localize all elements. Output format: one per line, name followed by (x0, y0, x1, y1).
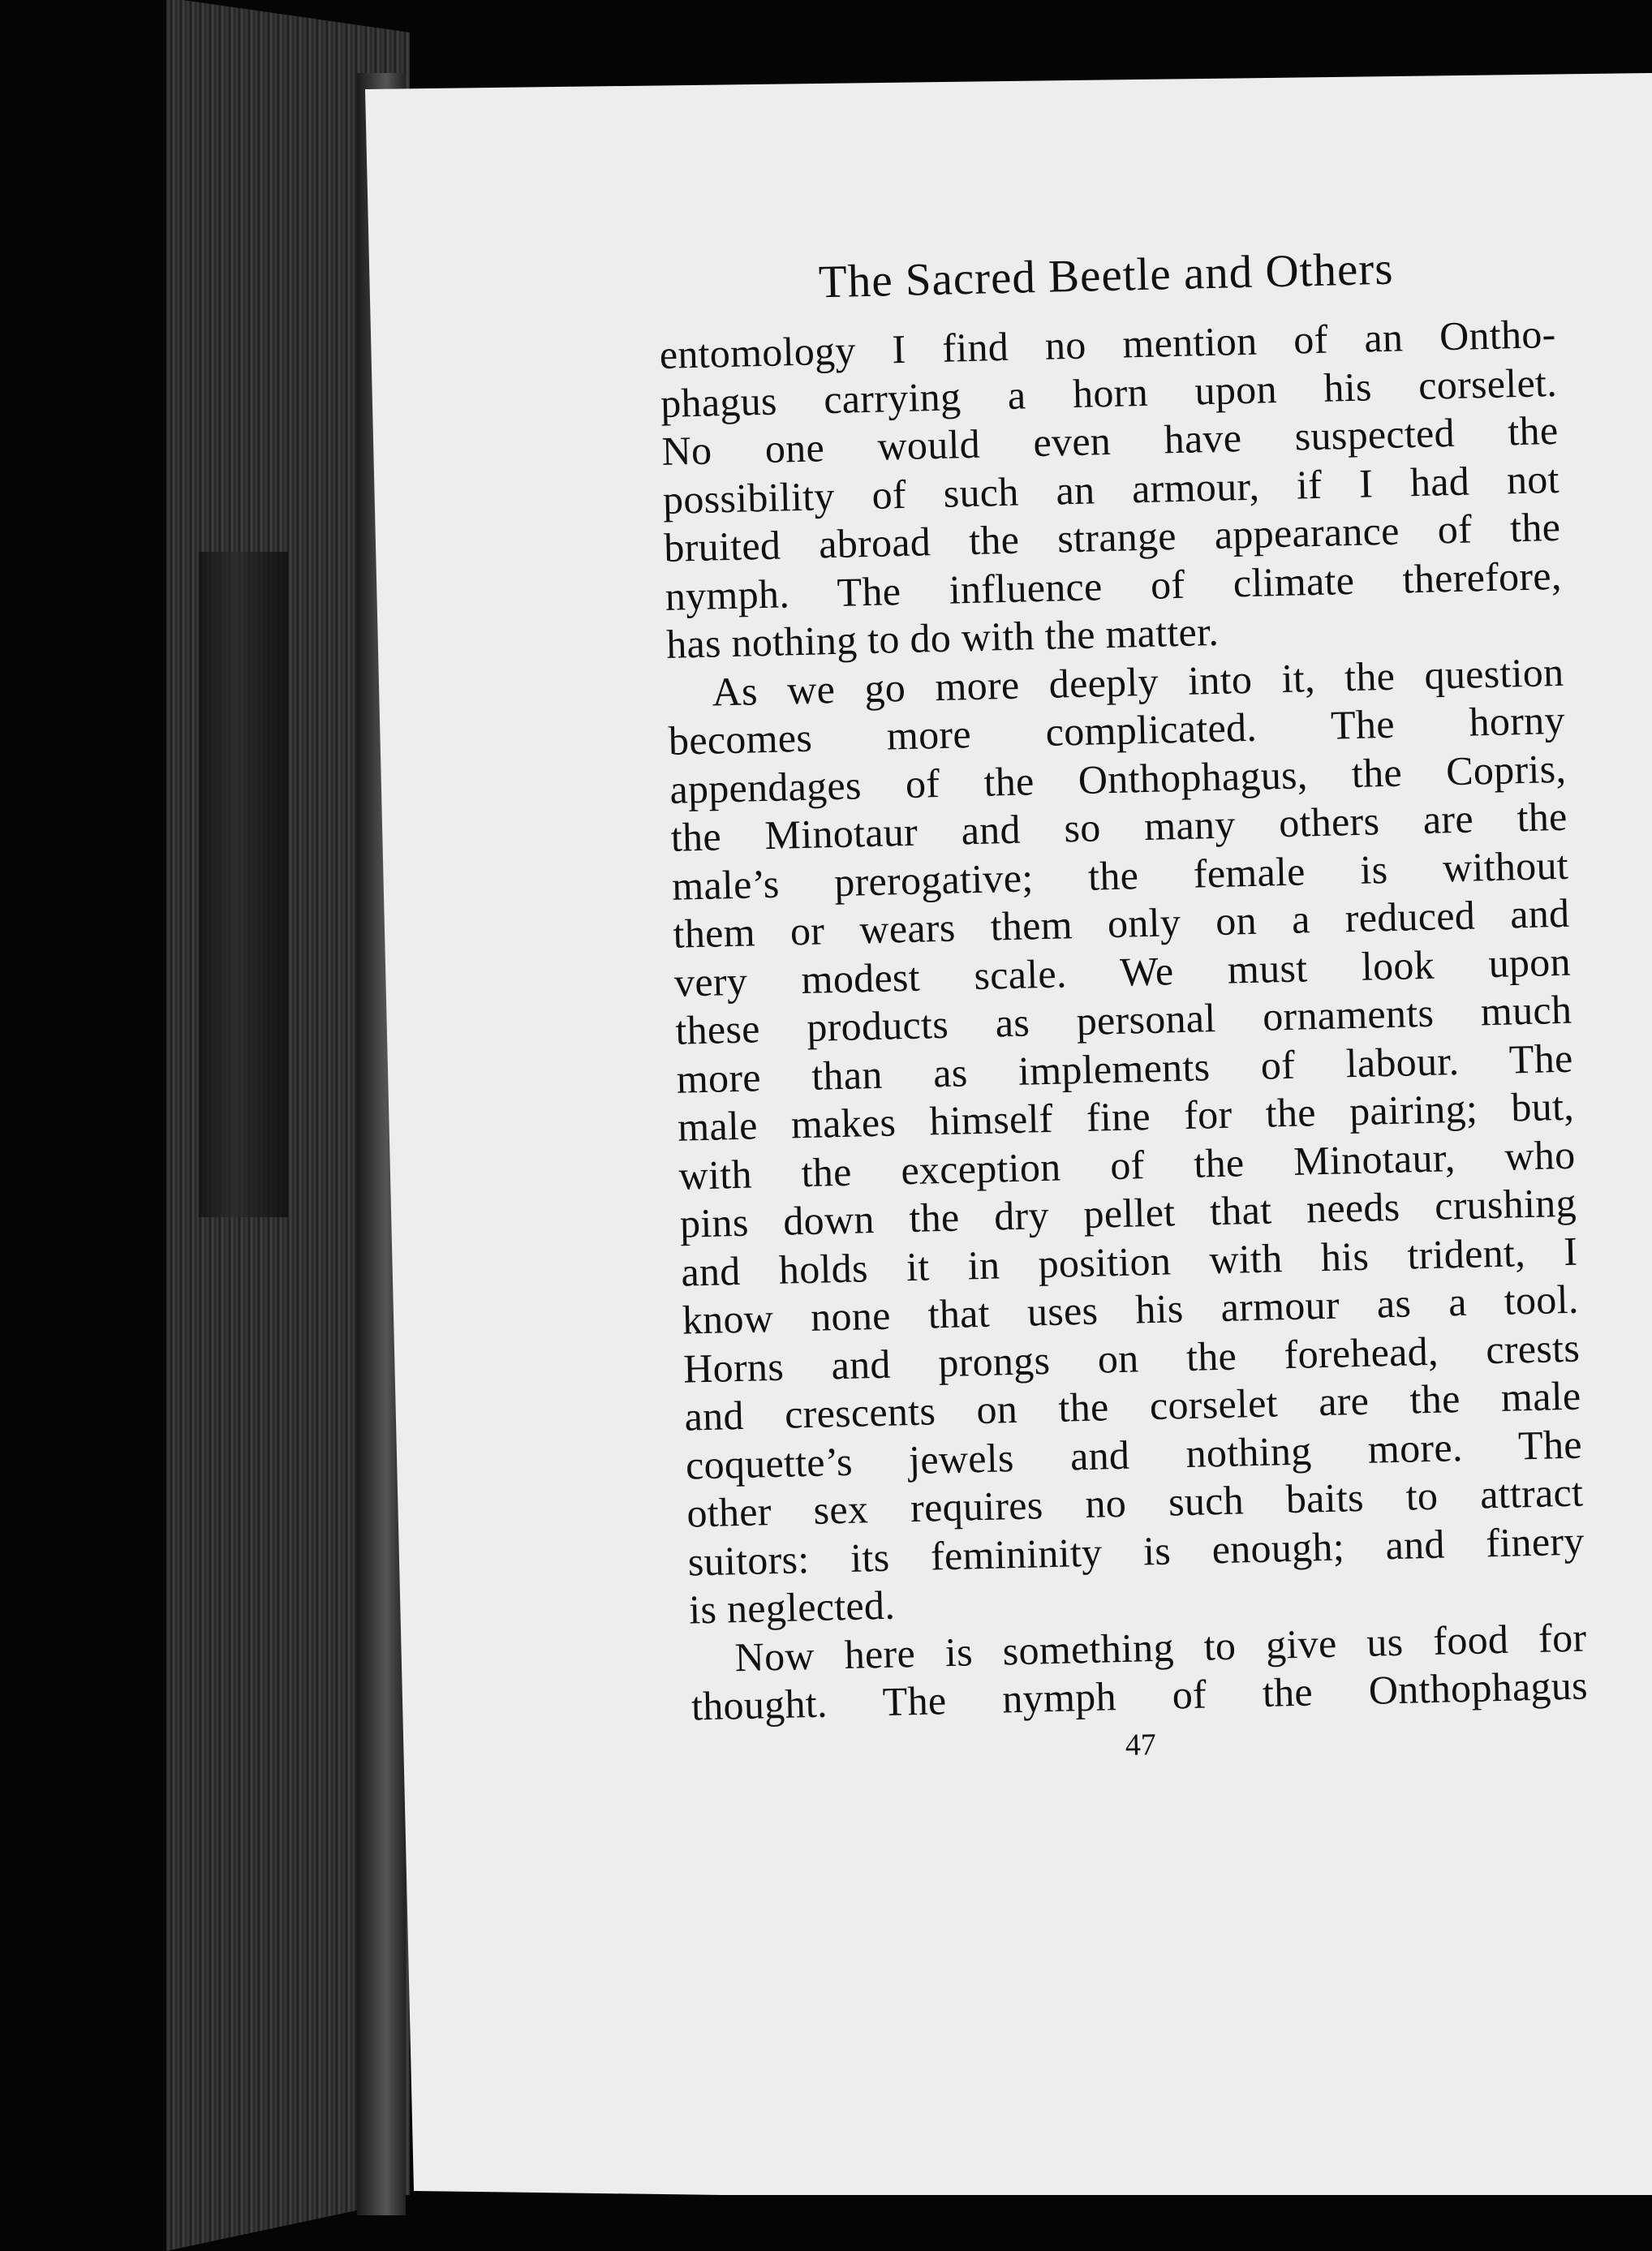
body-text (659, 310, 1588, 1731)
page-text-block (657, 237, 1590, 1773)
text-line: is neglected. (688, 1582, 896, 1633)
text-line: with the exception of the Minotaur, who (678, 1131, 1576, 1199)
text-line: phagus carrying a horn upon his corselet. (660, 359, 1558, 426)
text-line: Now here is something to give us food for (734, 1613, 1588, 1680)
text-line: bruited abroad the strange appearance of the (663, 503, 1561, 570)
text-line: thought. The nymph of the Onthophagus (690, 1662, 1589, 1729)
text-line: pins down the dry pellet that needs crushing (679, 1179, 1577, 1246)
text-line: No one would even have suspected the (660, 407, 1559, 474)
text-line: entomology I find no mention of an Ontho- (659, 310, 1557, 377)
text-line: them or wears them only on a reduced and (672, 889, 1570, 957)
text-line: male makes himself fine for the pairing; but, (677, 1082, 1575, 1150)
paragraph (690, 1613, 1588, 1731)
text-line: appendages of the Onthophagus, the Copris, (669, 745, 1567, 812)
text-line: and holds it in position with his trident, I (680, 1228, 1578, 1295)
text-line: nymph. The influence of climate therefore, (665, 552, 1563, 619)
text-line: suitors: its femininity is enough; and finery (687, 1517, 1585, 1585)
text-line: and crescents on the corselet are the male (683, 1372, 1581, 1440)
page-number: 47 (1125, 1727, 1157, 1762)
text-line: Horns and prongs on the forehead, crests (682, 1324, 1581, 1392)
text-line: know none that uses his armour as a tool. (682, 1276, 1580, 1343)
text-line: the Minotaur and so many others are the (670, 793, 1568, 860)
page-bottom-shadow (406, 2195, 1652, 2251)
paragraph (659, 310, 1564, 669)
text-line: other sex requires no such baits to attract (686, 1469, 1584, 1536)
text-line: coquette’s jewels and nothing more. The (685, 1421, 1583, 1488)
paragraph (667, 648, 1586, 1634)
text-line: very modest scale. We must look upon (673, 938, 1572, 1005)
text-line: becomes more complicated. The horny (668, 696, 1566, 764)
text-line: possibility of such an armour, if I had not (662, 455, 1560, 523)
running-head: The Sacred Beetle and Others (818, 243, 1395, 308)
text-line: As we go more deeply into it, the question (711, 648, 1564, 715)
text-line: more than as implements of labour. The (676, 1035, 1574, 1102)
text-line: male’s prerogative; the female is without (671, 841, 1569, 909)
text-line: these products as personal ornaments much (674, 986, 1572, 1053)
spine-label (199, 552, 288, 1217)
text-line: has nothing to do with the matter. (665, 608, 1220, 667)
